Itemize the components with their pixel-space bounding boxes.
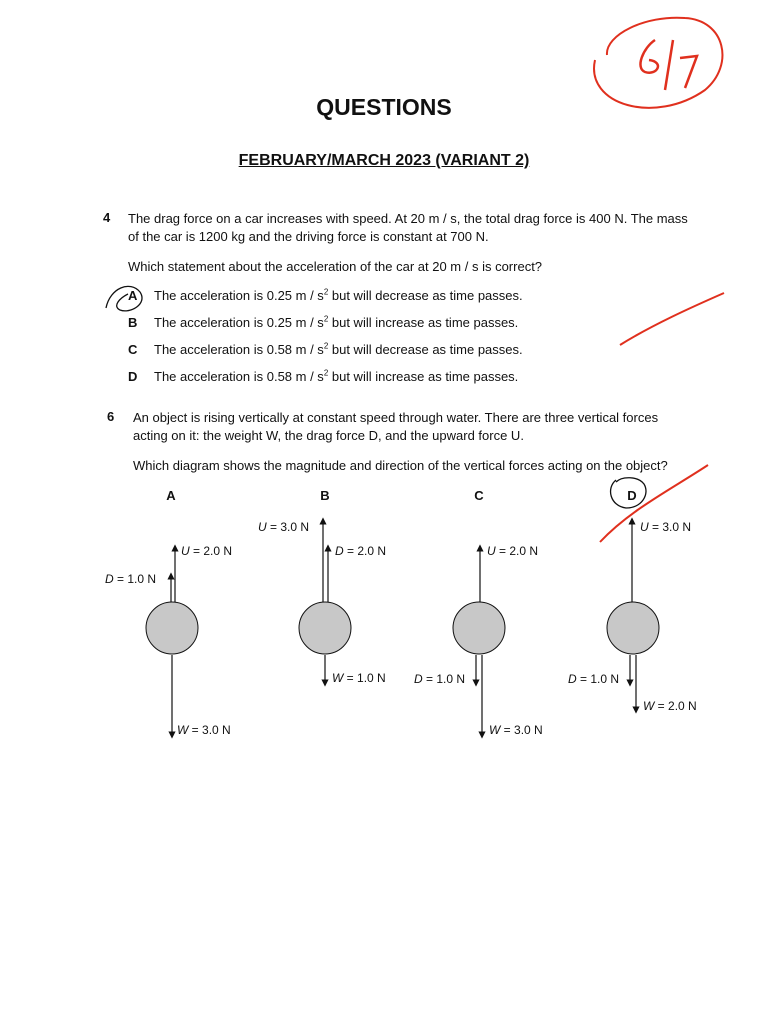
diagram-a-w-label: W = 3.0 N [177,723,231,737]
diagram-b-d-label: D = 2.0 N [335,544,387,558]
question-4-number: 4 [103,210,111,225]
force-diagrams [0,500,768,760]
diagram-a [105,544,232,737]
diagram-d-label[interactable]: D [627,488,637,503]
diagram-d [568,520,697,713]
diagram-c-label[interactable]: C [474,488,484,503]
diagram-c-d-label: D = 1.0 N [414,672,466,686]
option-letter: C [128,342,138,357]
selected-answer-circle [100,280,150,315]
option-text: The acceleration is 0.25 m / $s^2$ but will decrease as time passes. [154,287,523,303]
diagram-a-d-label: D = 1.0 N [105,572,157,586]
diagram-c [414,544,543,737]
question-4-stem-line1: The drag force on a car increases with speed. At 20 m / s, the total drag force is 400 N. The mass [128,211,688,226]
question-6-prompt: Which diagram shows the magnitude and direction of the vertical forces acting on the object? [133,458,668,473]
diagram-a-u-label: U = 2.0 N [181,544,233,558]
option-text: The acceleration is 0.58 m / $s^2$ but will decrease as time passes. [154,341,523,357]
answer-option-b[interactable] [128,315,648,333]
diagram-d-w-label: W = 2.0 N [643,699,697,713]
diagram-b-label[interactable]: B [320,488,330,503]
diagram-b-w-label: W = 1.0 N [332,671,386,685]
question-6-stem-line1: An object is rising vertically at constant speed through water. There are three vertical forces [133,410,659,425]
option-text: The acceleration is 0.58 m / $s^2$ but will increase as time passes. [154,368,519,384]
question-6-stem-line2: acting on it: the weight W, the drag force D, and the upward force U. [133,428,524,443]
answer-option-c[interactable] [128,342,648,360]
option-letter: B [128,315,138,330]
diagram-d-d-label: D = 1.0 N [568,672,620,686]
option-letter: A [128,288,138,303]
question-4-stem-line2: of the car is 1200 kg and the driving force is constant at 700 N. [128,229,489,244]
diagram-d-u-label: U = 3.0 N [640,520,692,534]
exam-session-heading: FEBRUARY/MARCH 2023 (VARIANT 2) [238,152,530,169]
diagram-c-u-label: U = 2.0 N [487,544,539,558]
diagram-c-w-label: W = 3.0 N [489,723,543,737]
diagram-b [258,520,386,685]
answer-option-d[interactable] [128,369,648,387]
question-4-prompt: Which statement about the acceleration of the car at 20 m / s is correct? [128,259,543,274]
diagram-b-u-label: U = 3.0 N [258,520,310,534]
answer-option-a[interactable] [128,288,648,306]
question-6-number: 6 [107,409,115,424]
option-text: The acceleration is 0.25 m / $s^2$ but will increase as time passes. [154,314,519,330]
page-title: QUESTIONS [316,94,452,120]
diagram-a-label[interactable]: A [166,488,176,503]
option-letter: D [128,369,138,384]
